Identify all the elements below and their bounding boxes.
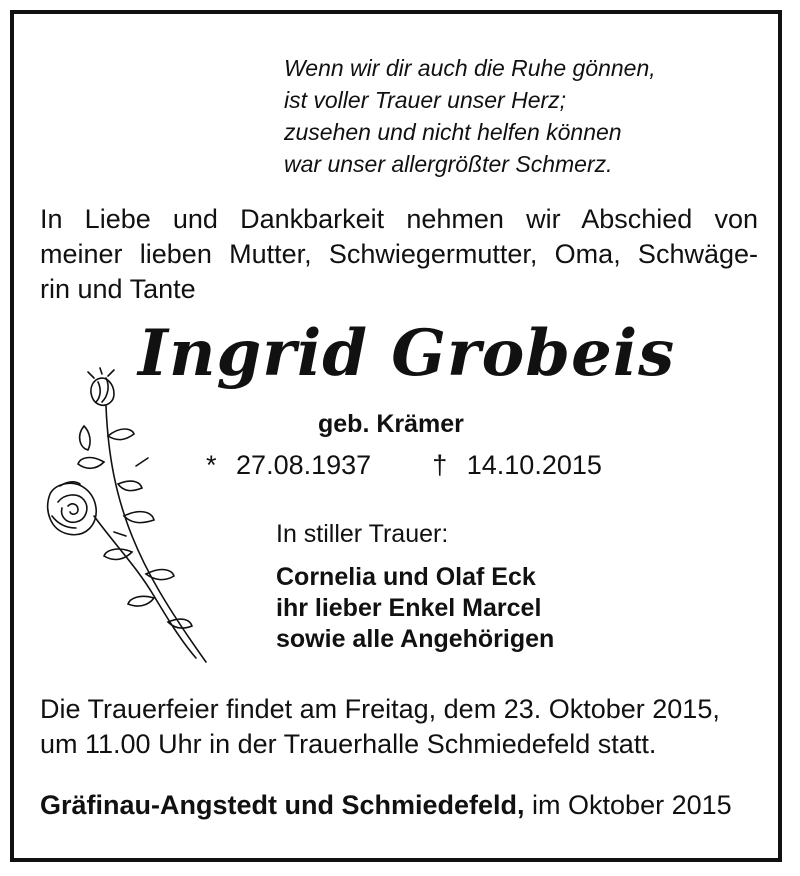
poem-line: Wenn wir dir auch die Ruhe gönnen, bbox=[284, 55, 656, 81]
mourner-line: sowie alle Angehörigen bbox=[276, 625, 555, 653]
intro-line: In Liebe und Dankbarkeit nehmen wir Abschied von bbox=[40, 204, 758, 234]
footer-places: Gräfinau-Angstedt und Schmiedefeld, bbox=[40, 790, 525, 820]
death-date: 14.10.2015 bbox=[466, 450, 602, 480]
footer bbox=[40, 790, 732, 821]
rose-icon bbox=[36, 366, 212, 666]
mourner-line: ihr lieber Enkel Marcel bbox=[276, 594, 542, 622]
deceased-name: Ingrid Grobeis bbox=[138, 316, 676, 391]
intro-line: rin und Tante bbox=[40, 274, 196, 304]
mourner-line: Cornelia und Olaf Eck bbox=[276, 563, 536, 591]
funeral-info bbox=[40, 692, 720, 762]
funeral-line: Die Trauerfeier findet am Freitag, dem 23. Oktober 2015, bbox=[40, 694, 720, 724]
life-dates bbox=[206, 450, 602, 481]
poem-line: ist voller Trauer unser Herz; bbox=[284, 87, 567, 113]
intro-text bbox=[40, 202, 758, 307]
birth-symbol: * bbox=[206, 450, 217, 480]
birth-date: 27.08.1937 bbox=[236, 450, 372, 480]
poem-line: zusehen und nicht helfen können bbox=[284, 119, 622, 145]
mourners bbox=[276, 562, 554, 655]
footer-date: im Oktober 2015 bbox=[524, 790, 732, 820]
mourning-label: In stiller Trauer: bbox=[276, 520, 449, 548]
death-symbol: † bbox=[432, 450, 448, 480]
funeral-line: um 11.00 Uhr in der Trauerhalle Schmiedefeld statt. bbox=[40, 729, 657, 759]
intro-line: meiner lieben Mutter, Schwiegermutter, Oma, Schwäge- bbox=[40, 239, 758, 269]
birth-name: geb. Krämer bbox=[318, 410, 464, 438]
poem-line: war unser allergrößter Schmerz. bbox=[284, 151, 613, 177]
poem bbox=[284, 52, 656, 180]
